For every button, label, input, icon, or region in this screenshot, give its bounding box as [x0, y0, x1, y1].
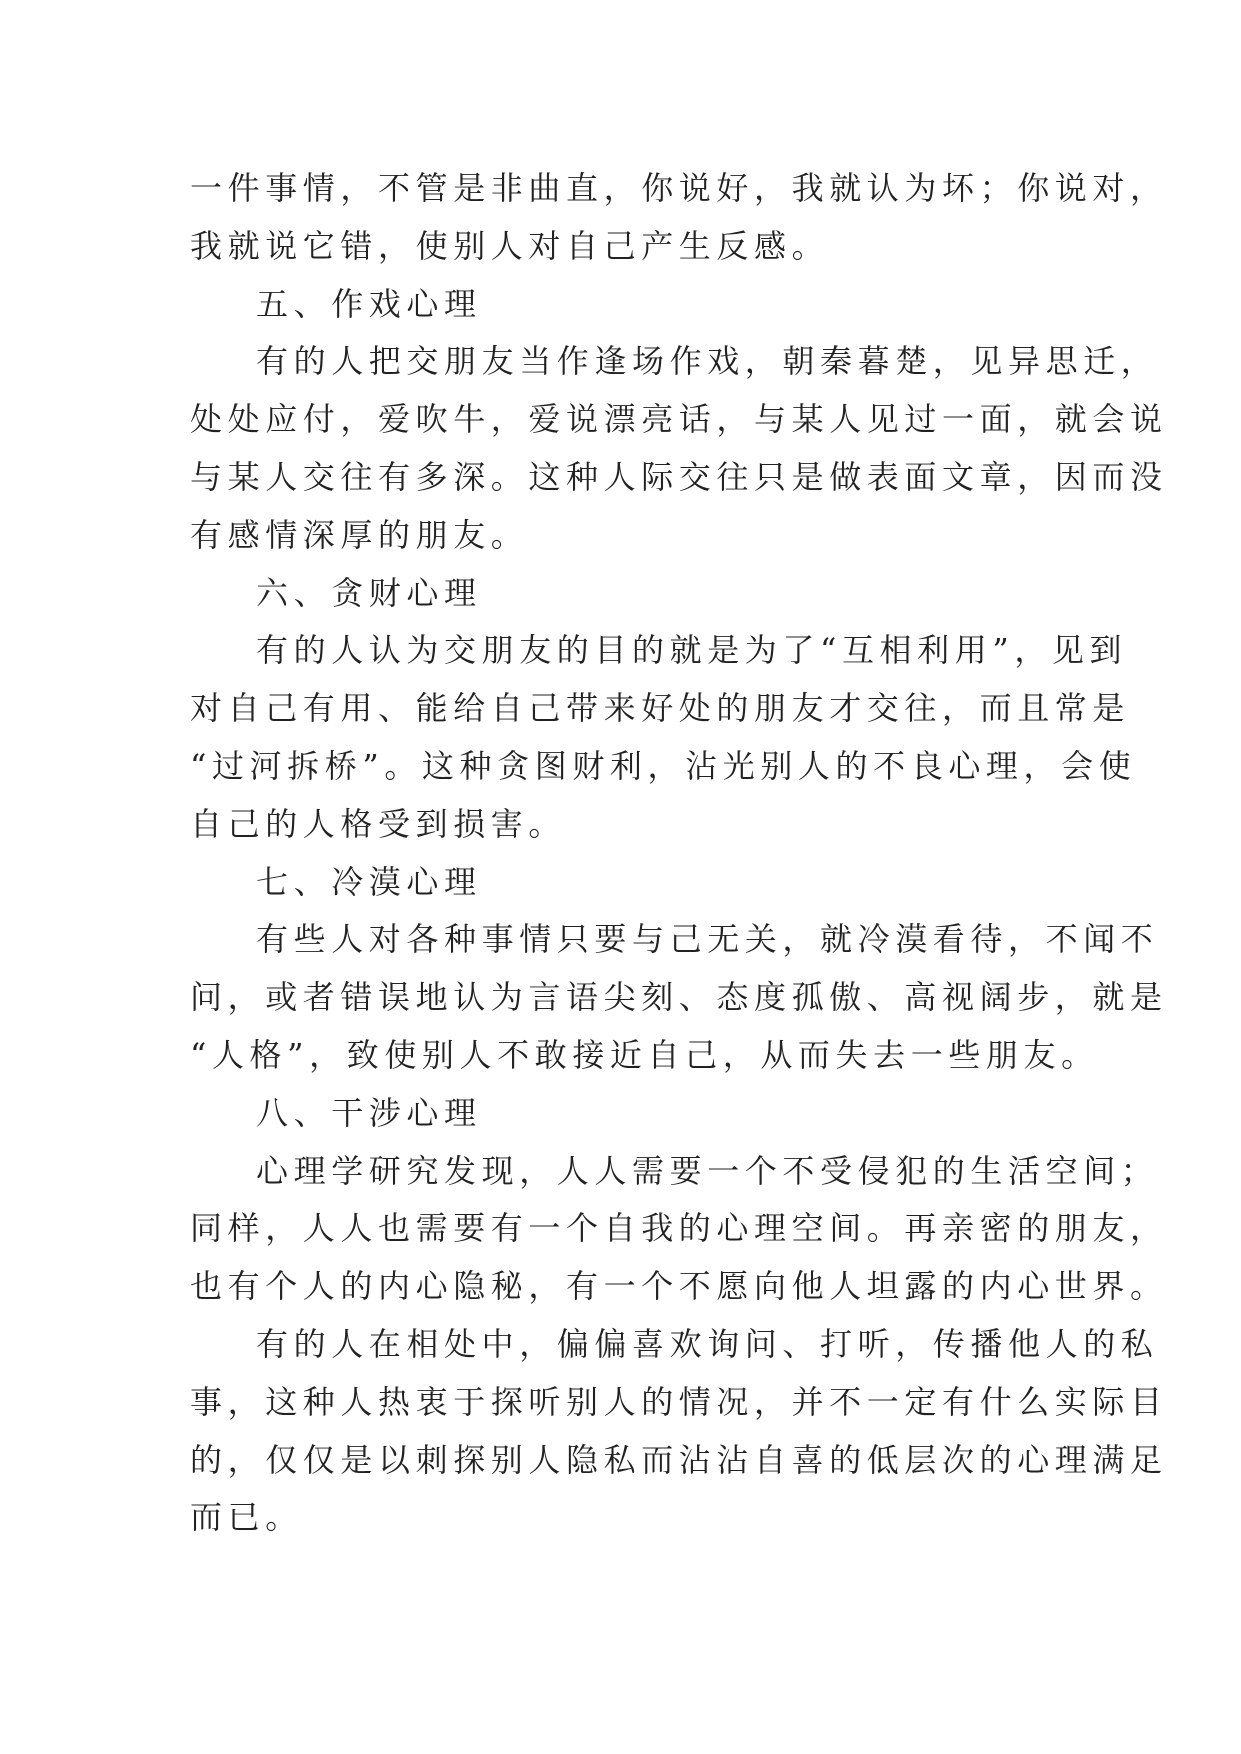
paragraph-line: 同样，人人也需要有一个自我的心理空间。再亲密的朋友， [190, 1209, 1168, 1248]
paragraph-line-indented: 有的人把交朋友当作逢场作戏，朝秦暮楚，见异思迁， [256, 342, 1159, 381]
paragraph-line: 与某人交往有多深。这种人际交往只是做表面文章，因而没 [190, 457, 1168, 496]
paragraph-line-indented: 有些人对各种事情只要与己无关，就冷漠看待，不闻不 [256, 920, 1159, 959]
paragraph-line: 对自己有用、能给自己带来好处的朋友才交往，而且常是 [190, 689, 1131, 728]
paragraph-line-indented: 有的人认为交朋友的目的就是为了“互相利用”，见到 [256, 631, 1128, 670]
paragraph-line: “人格”，致使别人不敢接近自己，从而失去一些朋友。 [190, 1035, 1099, 1074]
paragraph-line: 的，仅仅是以刺探别人隐私而沾沾自喜的低层次的心理满足 [190, 1440, 1168, 1479]
paragraph-line: 而已。 [190, 1498, 303, 1537]
paragraph-line-indented: 八、干涉心理 [256, 1093, 482, 1132]
paragraph-line-indented: 五、作戏心理 [256, 284, 482, 323]
paragraph-line: 也有个人的内心隐秘，有一个不愿向他人坦露的内心世界。 [190, 1267, 1168, 1306]
paragraph-line: 有感情深厚的朋友。 [190, 515, 529, 554]
paragraph-line: 问，或者错误地认为言语尖刻、态度孤傲、高视阔步，就是 [190, 978, 1168, 1017]
paragraph-line: 我就说它错，使别人对自己产生反感。 [190, 226, 830, 265]
paragraph-line-indented: 七、冷漠心理 [256, 862, 482, 901]
document-body [190, 160, 1168, 1547]
paragraph-line: 自己的人格受到损害。 [190, 804, 567, 843]
paragraph-line-indented: 心理学研究发现，人人需要一个不受侵犯的生活空间； [256, 1151, 1159, 1190]
paragraph-line-indented: 有的人在相处中，偏偏喜欢询问、打听，传播他人的私 [256, 1324, 1159, 1363]
paragraph-line-indented: 六、贪财心理 [256, 573, 482, 612]
paragraph-line: “过河拆桥”。这种贪图财利，沾光别人的不良心理，会使 [190, 746, 1137, 785]
paragraph-line: 一件事情，不管是非曲直，你说好，我就认为坏；你说对， [190, 169, 1168, 207]
paragraph-line: 事，这种人热衷于探听别人的情况，并不一定有什么实际目 [190, 1382, 1168, 1421]
paragraph-line: 处处应付，爱吹牛，爱说漂亮话，与某人见过一面，就会说 [190, 400, 1168, 439]
